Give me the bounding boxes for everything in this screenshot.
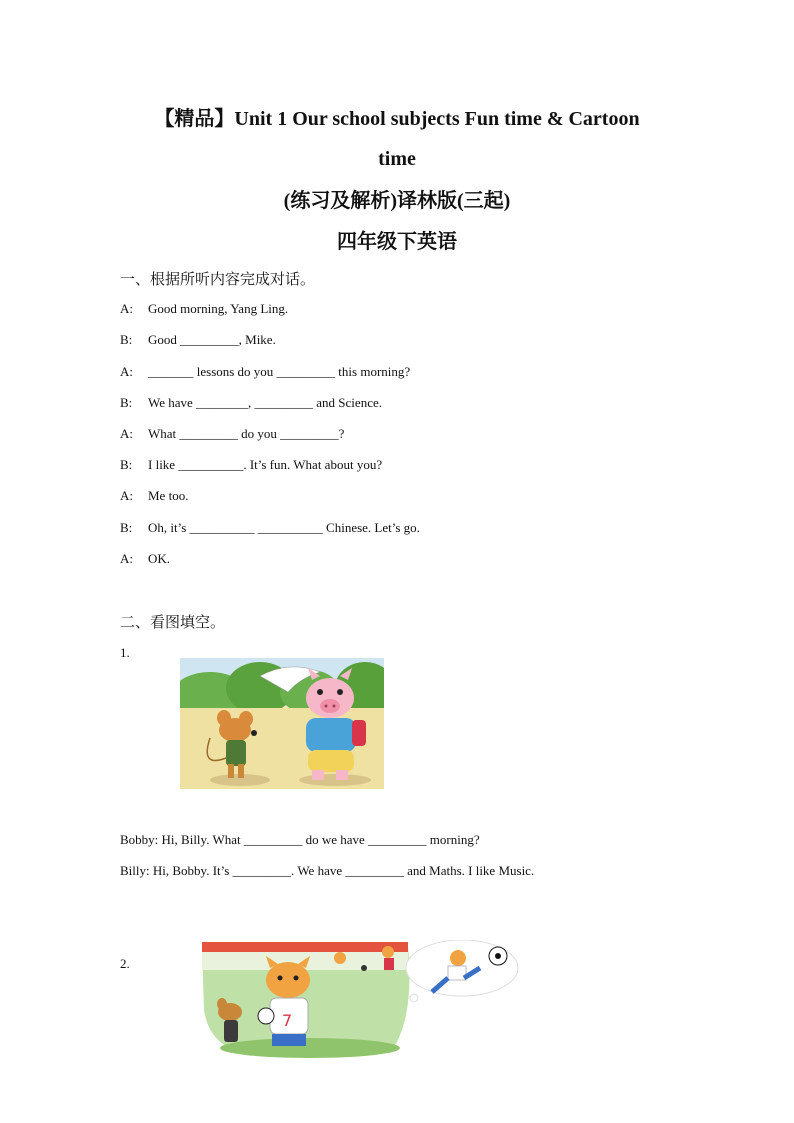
dialog-line [120,363,410,381]
question-1-line-2: Billy: Hi, Bobby. It’s _________. We have _________ and Maths. I like Music. [120,863,535,878]
question-number-1: 1. [120,645,130,660]
svg-text:7: 7 [282,1011,293,1030]
dialog-text: Good morning, Yang Ling. [148,301,289,316]
question-number-2: 2. [120,956,130,971]
cartoon-illustration [180,658,384,789]
title-line-2: time [378,148,416,170]
title-line-4: 四年级下英语 [337,231,457,253]
dialog-line [120,456,382,474]
dialog-line [120,425,344,443]
dialog-line [120,394,382,412]
speaker: A: [120,426,133,441]
speaker: B: [120,457,133,472]
section-2-heading: 二、看图填空。 [120,613,226,631]
dialog-text: Me too. [148,488,189,503]
dialog-line [120,519,420,537]
title-line-3: (练习及解析)译林版(三起) [283,190,511,212]
dialog-text: Oh, it’s __________ __________ Chinese. Let’s go. [148,520,420,535]
speaker: B: [120,332,133,347]
dialog-line [120,300,288,318]
cartoon-picture-mouse-pig [180,658,384,789]
speaker: A: [120,551,133,566]
cartoon-picture-tiger-football [200,940,520,1060]
dialog-text: Good _________, Mike. [148,332,276,347]
dialog-text: What _________ do you _________? [148,426,345,441]
speaker: A: [120,364,133,379]
dialog-line [120,331,276,349]
speaker: A: [120,488,133,503]
dialog-line [120,487,188,505]
dialog-text: _______ lessons do you _________ this morning? [148,364,411,379]
question-1-line-1: Bobby: Hi, Billy. What _________ do we have _________ morning? [120,832,480,847]
dialog-line [120,550,170,568]
speaker: A: [120,301,133,316]
title-line-1: 【精品】Unit 1 Our school subjects Fun time & Cartoon [154,108,640,130]
dialog-text: We have ________, _________ and Science. [148,395,382,410]
section-1-heading: 一、根据所听内容完成对话。 [120,270,316,288]
speaker: B: [120,395,133,410]
dialog-text: I like __________. It’s fun. What about you? [148,457,383,472]
cartoon-illustration-2 [200,940,520,1060]
dialog-text: OK. [148,551,171,566]
speaker: B: [120,520,133,535]
